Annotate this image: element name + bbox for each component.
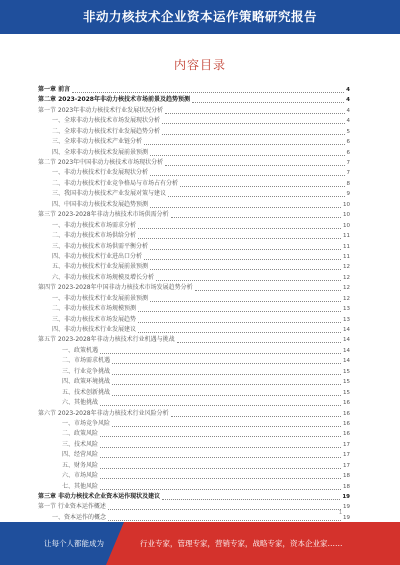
toc-entry-page: 5 xyxy=(346,128,350,135)
toc-entry-page: 4 xyxy=(346,86,350,93)
toc-entry-title: 四、非动力核技术行业发展建议 xyxy=(52,326,137,334)
toc-dot-leader xyxy=(150,155,344,156)
toc-entry-page: 15 xyxy=(343,379,350,386)
toc-entry[interactable] xyxy=(38,450,350,460)
toc-entry-page: 7 xyxy=(346,160,350,167)
toc-entry-title: 二、全球非动力核技术行业发展趋势分析 xyxy=(52,127,161,135)
toc-dot-leader xyxy=(100,447,341,448)
toc-entry-title: 三、全球非动力核技术产业链分析 xyxy=(52,138,143,146)
toc-entry[interactable] xyxy=(38,169,350,179)
toc-entry[interactable] xyxy=(38,388,350,398)
toc-entry-page: 13 xyxy=(343,316,350,323)
toc-entry-title: 二、非动力核技术市场供给分析 xyxy=(52,232,137,240)
toc-entry[interactable] xyxy=(38,106,350,116)
toc-entry-page: 15 xyxy=(343,389,350,396)
toc-dot-leader xyxy=(112,384,341,385)
toc-entry-title: 二、市场需求机遇 xyxy=(62,357,111,365)
toc-entry-page: 19 xyxy=(343,514,350,521)
toc-entry-title: 四、全球非动力核技术发展前景预测 xyxy=(52,148,149,156)
toc-entry-page: 10 xyxy=(343,212,350,219)
toc-entry-page: 13 xyxy=(343,306,350,313)
toc-dot-leader xyxy=(138,322,341,323)
toc-dot-leader xyxy=(112,363,341,364)
footer-slogan-right: 行业专家，管理专家，营销专家，战略专家，资本企业家…… xyxy=(140,539,343,548)
page-number: 1 xyxy=(338,510,342,516)
toc-entry[interactable] xyxy=(38,158,350,168)
toc-entry-title: 三、行业竞争挑战 xyxy=(62,367,111,375)
toc-entry-page: 18 xyxy=(343,483,350,490)
toc-entry[interactable] xyxy=(38,304,350,314)
toc-entry-page: 7 xyxy=(346,170,350,177)
toc-entry-title: 第二节 2023年中国非动力核技术市场现状分析 xyxy=(38,159,164,167)
toc-entry[interactable] xyxy=(38,252,350,262)
toc-entry[interactable] xyxy=(38,325,350,335)
toc-entry-title: 六、市场风险 xyxy=(62,472,99,480)
toc-entry-page: 12 xyxy=(343,295,350,302)
toc-dot-leader xyxy=(100,436,341,437)
toc-entry-title: 七、其他风险 xyxy=(62,482,99,490)
toc-entry[interactable] xyxy=(38,377,350,387)
toc-entry-title: 第一章 前言 xyxy=(38,85,71,93)
toc-dot-leader xyxy=(195,290,341,291)
toc-entry-title: 第三节 2023-2028年非动力核技术市场供需分析 xyxy=(38,211,169,219)
toc-entry-title: 六、非动力核技术市场规模及增长分析 xyxy=(52,273,155,281)
toc-dot-leader xyxy=(112,374,341,375)
toc-entry[interactable] xyxy=(38,95,350,105)
toc-entry-title: 四、经营风险 xyxy=(62,451,99,459)
toc-entry-title: 一、政策机遇 xyxy=(62,346,99,354)
toc-dot-leader xyxy=(100,489,341,490)
toc-entry-page: 18 xyxy=(343,473,350,480)
toc-entry[interactable] xyxy=(38,482,350,492)
toc-entry-page: 8 xyxy=(346,180,350,187)
toc-entry[interactable] xyxy=(38,85,350,95)
toc-dot-leader xyxy=(171,416,341,417)
toc-entry[interactable] xyxy=(38,273,350,283)
toc-entry[interactable] xyxy=(38,419,350,429)
toc-entry-page: 16 xyxy=(343,431,350,438)
toc-entry[interactable] xyxy=(38,221,350,231)
toc-entry-title: 一、非动力核技术行业发展现状分析 xyxy=(52,169,149,177)
toc-entry[interactable] xyxy=(38,127,350,137)
toc-dot-leader xyxy=(165,165,344,166)
toc-entry-page: 4 xyxy=(346,118,350,125)
toc-dot-leader xyxy=(162,499,340,500)
toc-entry-title: 四、政策环境挑战 xyxy=(62,378,111,386)
toc-dot-leader xyxy=(100,478,341,479)
toc-entry-page: 14 xyxy=(343,327,350,334)
toc-entry-title: 三、非动力核技术市场发展趋势 xyxy=(52,315,137,323)
toc-dot-leader xyxy=(168,196,344,197)
toc-entry[interactable] xyxy=(38,189,350,199)
toc-entry-title: 第三章 非动力核技术企业资本运作现状及建议 xyxy=(38,493,161,501)
toc-dot-leader xyxy=(138,311,341,312)
toc-entry[interactable] xyxy=(38,398,350,408)
toc-entry-title: 一、非动力核技术行业发展前景预测 xyxy=(52,294,149,302)
toc-entry-page: 15 xyxy=(343,368,350,375)
toc-entry-title: 三、技术风险 xyxy=(62,440,99,448)
toc-entry[interactable] xyxy=(38,461,350,471)
toc-entry-page: 19 xyxy=(342,494,350,501)
toc-dot-leader xyxy=(156,280,341,281)
toc-dot-leader xyxy=(165,113,344,114)
table-of-contents xyxy=(38,85,350,534)
toc-heading: 内容目录 xyxy=(173,58,226,72)
toc-entry-title: 一、资本运作的概念 xyxy=(52,513,107,521)
toc-entry-page: 10 xyxy=(343,222,350,229)
toc-entry-page: 11 xyxy=(343,243,350,250)
toc-dot-leader xyxy=(138,332,341,333)
toc-dot-leader xyxy=(171,217,341,218)
toc-entry[interactable] xyxy=(38,242,350,252)
toc-dot-leader xyxy=(150,175,344,176)
toc-entry-title: 四、非动力核技术行业进出口分析 xyxy=(52,252,143,260)
toc-entry[interactable] xyxy=(38,148,350,158)
toc-entry-page: 16 xyxy=(343,410,350,417)
toc-entry[interactable] xyxy=(38,210,350,220)
toc-entry[interactable] xyxy=(38,346,350,356)
toc-entry[interactable] xyxy=(38,440,350,450)
toc-entry-page: 12 xyxy=(343,274,350,281)
toc-entry-title: 一、非动力核技术市场需求分析 xyxy=(52,221,137,229)
toc-entry-title: 三、我国非动力核技术产业发展对策与建议 xyxy=(52,190,167,198)
toc-dot-leader xyxy=(180,186,344,187)
toc-entry[interactable] xyxy=(38,262,350,272)
toc-dot-leader xyxy=(162,134,344,135)
toc-entry-title: 第五节 2023-2028年非动力核技术行业机遇与挑战 xyxy=(38,336,175,344)
toc-dot-leader xyxy=(100,468,341,469)
toc-entry-title: 六、其他挑战 xyxy=(62,399,99,407)
toc-dot-leader xyxy=(138,238,341,239)
toc-entry[interactable] xyxy=(38,336,350,346)
toc-entry-page: 12 xyxy=(343,264,350,271)
toc-entry-title: 第二章 2023-2028年非动力核技术市场前景及趋势预测 xyxy=(38,96,190,104)
toc-dot-leader xyxy=(162,123,344,124)
toc-entry[interactable] xyxy=(38,231,350,241)
toc-entry-title: 第六节 2023-2028年非动力核技术行业风险分析 xyxy=(38,409,169,417)
toc-dot-leader xyxy=(108,520,341,521)
toc-entry[interactable] xyxy=(38,315,350,325)
toc-entry-page: 19 xyxy=(343,504,350,511)
toc-dot-leader xyxy=(100,353,341,354)
toc-entry-title: 第一节 2023年非动力核技术行业发展状况分析 xyxy=(38,106,164,114)
toc-entry-page: 6 xyxy=(346,139,350,146)
toc-entry-title: 五、技术创新挑战 xyxy=(62,388,111,396)
toc-dot-leader xyxy=(138,228,341,229)
toc-dot-leader xyxy=(150,207,341,208)
toc-entry-title: 五、非动力核技术行业发展前景预测 xyxy=(52,263,149,271)
toc-dot-leader xyxy=(177,342,341,343)
toc-entry-page: 11 xyxy=(343,253,350,260)
toc-dot-leader xyxy=(72,92,344,93)
toc-entry-page: 10 xyxy=(343,201,350,208)
toc-dot-leader xyxy=(100,405,341,406)
toc-entry[interactable] xyxy=(38,200,350,210)
toc-entry-page: 12 xyxy=(343,285,350,292)
toc-entry[interactable] xyxy=(38,356,350,366)
toc-dot-leader xyxy=(100,457,341,458)
toc-dot-leader xyxy=(192,102,344,103)
toc-dot-leader xyxy=(150,269,341,270)
toc-entry-page: 14 xyxy=(343,358,350,365)
toc-entry-title: 第四节 2023-2028年中国非动力核技术市场发展趋势分析 xyxy=(38,284,193,292)
toc-entry-title: 五、财务风险 xyxy=(62,461,99,469)
report-title: 非动力核技术企业资本运作策略研究报告 xyxy=(82,9,317,24)
toc-entry-title: 第一节 行业资本运作概述 xyxy=(38,503,106,511)
toc-entry-title: 一、市场竞争风险 xyxy=(62,419,111,427)
toc-entry[interactable] xyxy=(38,367,350,377)
toc-entry-page: 17 xyxy=(343,441,350,448)
toc-dot-leader xyxy=(144,144,344,145)
toc-dot-leader xyxy=(150,249,341,250)
toc-entry[interactable] xyxy=(38,492,350,502)
toc-entry[interactable] xyxy=(38,179,350,189)
toc-entry-title: 二、非动力核技术行业竞争格局与市场占有分析 xyxy=(52,179,179,187)
toc-entry-page: 16 xyxy=(343,400,350,407)
toc-entry-title: 三、非动力核技术市场供需平衡分析 xyxy=(52,242,149,250)
toc-entry-page: 14 xyxy=(343,347,350,354)
toc-dot-leader xyxy=(112,426,341,427)
toc-entry[interactable] xyxy=(38,429,350,439)
toc-entry-page: 17 xyxy=(343,462,350,469)
toc-dot-leader xyxy=(144,259,341,260)
toc-entry[interactable] xyxy=(38,116,350,126)
toc-entry-page: 6 xyxy=(346,149,350,156)
toc-entry-page: 17 xyxy=(343,452,350,459)
toc-entry-page: 4 xyxy=(346,107,350,114)
toc-entry-title: 二、政策风险 xyxy=(62,430,99,438)
toc-entry-page: 11 xyxy=(343,233,350,240)
toc-entry-title: 四、中国非动力核技术发展趋势预测 xyxy=(52,200,149,208)
toc-dot-leader xyxy=(150,301,341,302)
toc-entry[interactable] xyxy=(38,283,350,293)
toc-entry-page: 16 xyxy=(343,420,350,427)
toc-entry[interactable] xyxy=(38,137,350,147)
toc-entry-title: 二、非动力核技术市场规模预测 xyxy=(52,305,137,313)
toc-entry-page: 9 xyxy=(346,191,350,198)
toc-entry[interactable] xyxy=(38,471,350,481)
toc-entry[interactable] xyxy=(38,294,350,304)
toc-entry-page: 14 xyxy=(343,337,350,344)
toc-entry[interactable] xyxy=(38,409,350,419)
toc-entry-page: 4 xyxy=(346,97,350,104)
toc-entry-title: 一、全球非动力核技术市场发展现状分析 xyxy=(52,117,161,125)
toc-dot-leader xyxy=(112,395,341,396)
footer-slogan-left: 让每个人都能成为 xyxy=(44,539,104,548)
